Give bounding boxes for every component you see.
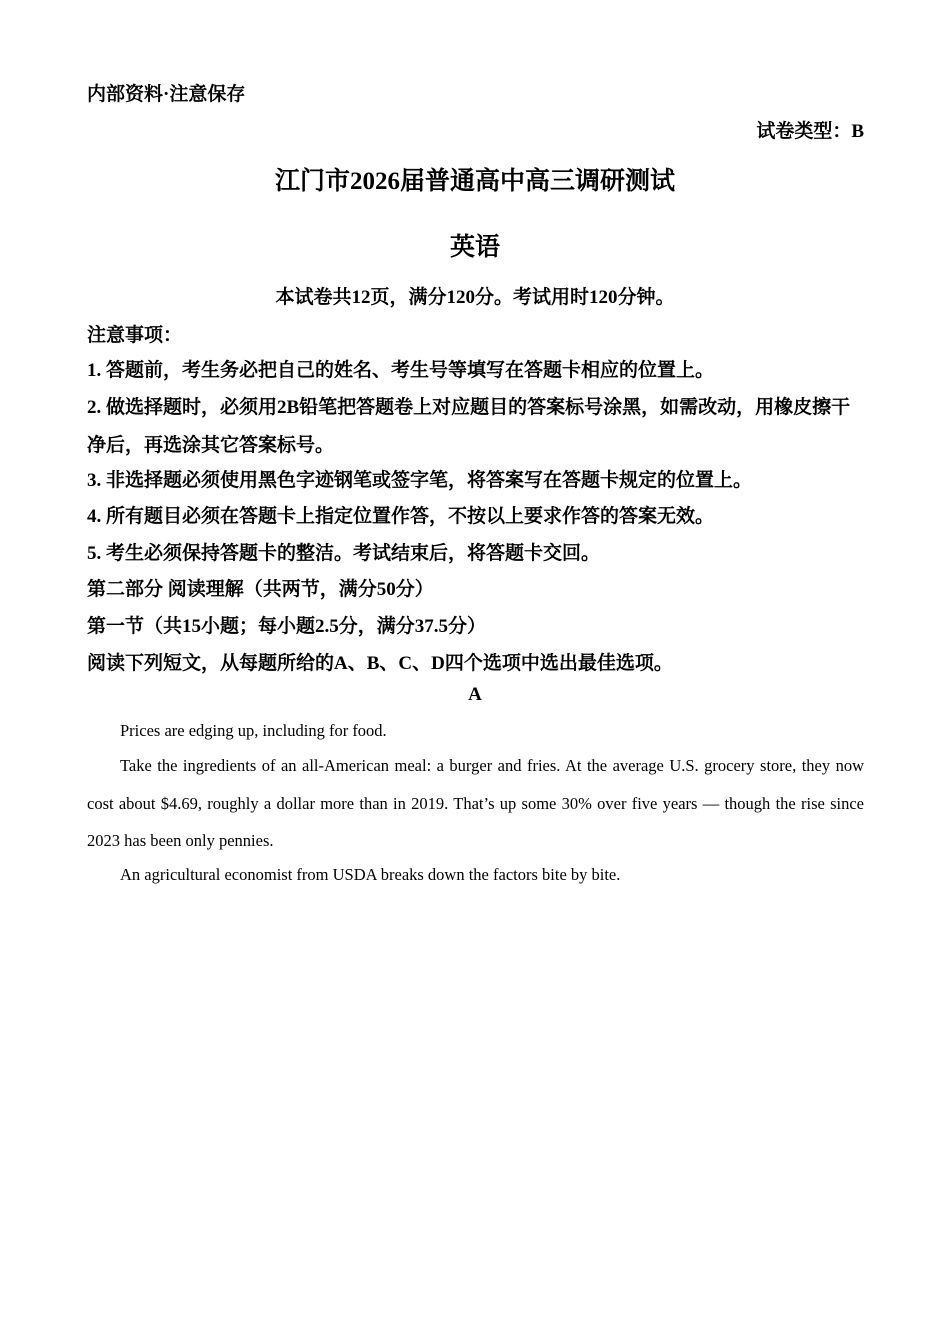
exam-info: 本试卷共12页，满分120分。考试用时120分钟。 (275, 287, 675, 308)
subsection-heading: 第一节（共15小题；每小题2.5分，满分37.5分） (87, 616, 487, 637)
passage-paragraph-1: Prices are edging up, including for food. (120, 721, 387, 740)
passage-paragraph-2-line-3: 2023 has been only pennies. (87, 831, 274, 850)
confidential-label: 内部资料·注意保存 (87, 84, 246, 105)
passage-paragraph-3: An agricultural economist from USDA breaks down the factors bite by bite. (120, 865, 621, 884)
note-item-2-cont: 净后，再选涂其它答案标号。 (87, 435, 335, 456)
passage-paragraph-2-line-1: Take the ingredients of an all-American meal: a burger and fries. At the average U.S. grocery store, they now (120, 756, 864, 775)
section-instruction: 阅读下列短文，从每题所给的A、B、C、D四个选项中选出最佳选项。 (87, 653, 673, 674)
note-item-2: 2. 做选择题时，必须用2B铅笔把答题卷上对应题目的答案标号涂黑，如需改动，用橡皮擦干 (87, 397, 851, 418)
section-part-heading: 第二部分 阅读理解（共两节，满分50分） (87, 579, 434, 600)
note-item-1: 1. 答题前，考生务必把自己的姓名、考生号等填写在答题卡相应的位置上。 (87, 360, 715, 381)
note-item-5: 5. 考生必须保持答题卡的整洁。考试结束后，将答题卡交回。 (87, 543, 601, 564)
paper-type-label: 试卷类型：B (756, 121, 864, 142)
exam-title: 江门市2026届普通高中高三调研测试 (274, 168, 675, 195)
note-item-3: 3. 非选择题必须使用黑色字迹钢笔或签字笔，将答案写在答题卡规定的位置上。 (87, 470, 753, 491)
subject-title: 英语 (449, 234, 500, 261)
passage-paragraph-2-line-2: cost about $4.69, roughly a dollar more than in 2019. That’s up some 30% over five years — though the rise since (87, 794, 864, 813)
note-item-4: 4. 所有题目必须在答题卡上指定位置作答，不按以上要求作答的答案无效。 (87, 506, 715, 527)
passage-label: A (468, 684, 482, 705)
notes-heading: 注意事项： (87, 325, 183, 346)
